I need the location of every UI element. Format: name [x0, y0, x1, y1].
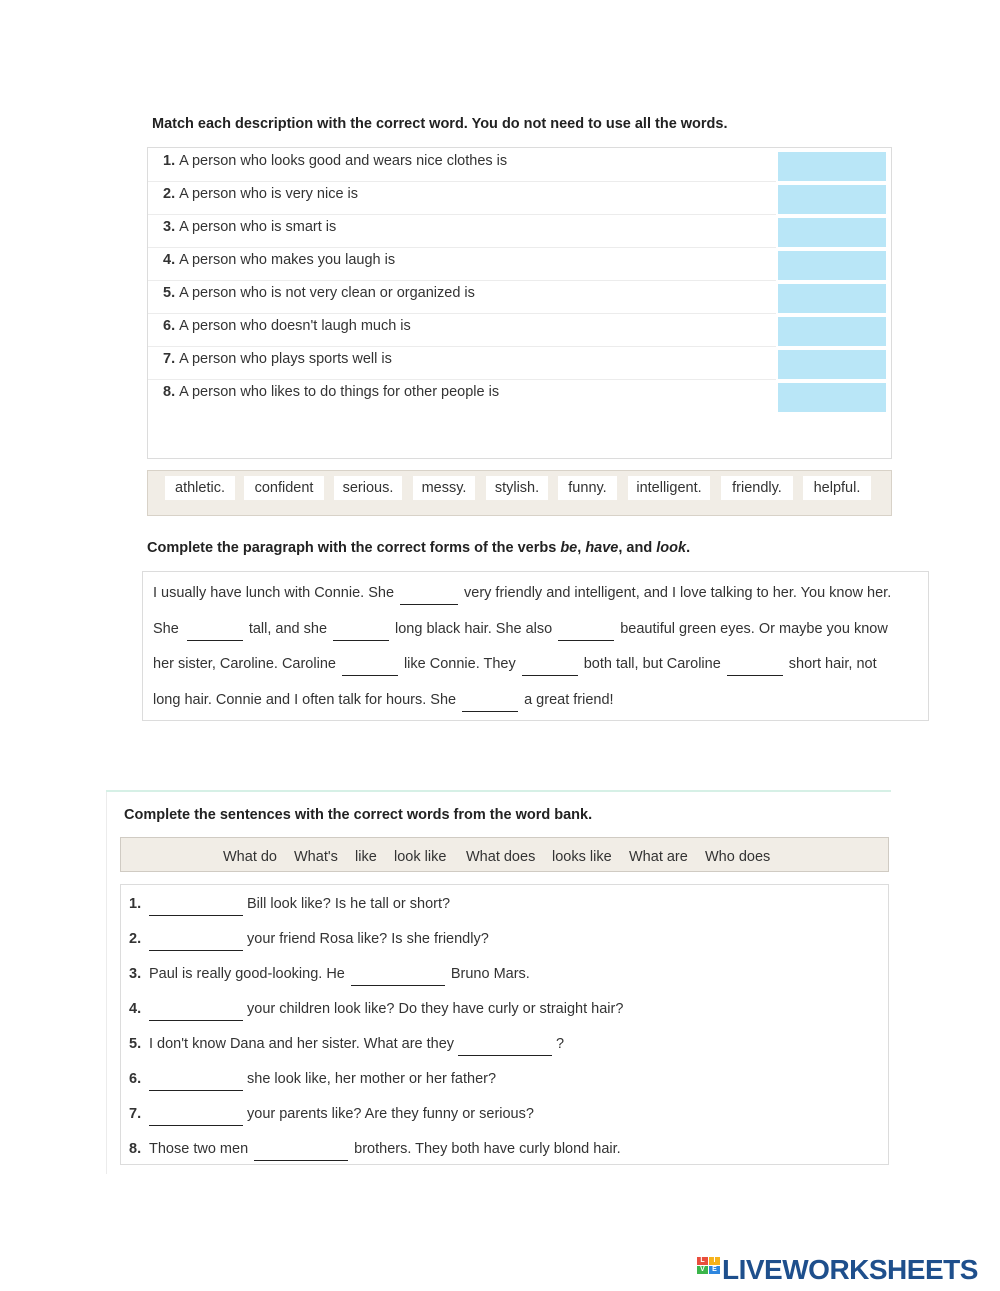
word-chip[interactable]: helpful.: [803, 476, 871, 500]
sentence-text: I don't know Dana and her sister. What are they: [149, 1036, 455, 1052]
answer-blank[interactable]: [149, 1070, 243, 1091]
item-number: 3.: [129, 966, 142, 982]
answer-blank[interactable]: [342, 655, 398, 676]
word-chip[interactable]: serious.: [334, 476, 402, 500]
answer-drop-box[interactable]: [778, 383, 886, 412]
item-number: 2.: [163, 186, 176, 202]
paragraph-text: a great friend!: [524, 692, 614, 708]
sentence-text: your parents like? Are they funny or serious?: [247, 1106, 534, 1122]
item-description: A person who likes to do things for other people is: [179, 384, 500, 400]
answer-blank[interactable]: [522, 655, 578, 676]
word-bank-item: What's: [294, 849, 338, 865]
sentence-row: [129, 1140, 621, 1161]
word-chip[interactable]: athletic.: [165, 476, 235, 500]
match-row: [148, 346, 776, 380]
section2-instruction: [147, 540, 690, 556]
answer-drop-box[interactable]: [778, 185, 886, 214]
sentence-text: she look like, her mother or her father?: [247, 1071, 497, 1087]
item-number: 2.: [129, 931, 142, 947]
item-description: A person who looks good and wears nice clothes is: [179, 153, 508, 169]
paragraph-text: long black hair. She also: [395, 621, 553, 637]
sentence-row: [129, 930, 489, 951]
answer-blank[interactable]: [187, 620, 243, 641]
item-number: 1.: [129, 896, 142, 912]
word-chip[interactable]: confident: [244, 476, 324, 500]
instruction-text: , and: [618, 540, 657, 556]
answer-blank[interactable]: [149, 930, 243, 951]
answer-blank[interactable]: [351, 965, 445, 986]
word-bank-item: What are: [629, 849, 688, 865]
paragraph-line: [153, 655, 877, 676]
instruction-text: .: [686, 540, 691, 556]
item-number: 5.: [163, 285, 176, 301]
sentence-row: [129, 1105, 534, 1126]
item-description: A person who plays sports well is: [179, 351, 392, 367]
liveworksheets-logo: [697, 1252, 997, 1288]
item-description: A person who doesn't laugh much is: [179, 318, 411, 334]
word-bank-item: like: [355, 849, 377, 865]
answer-blank[interactable]: [149, 895, 243, 916]
paragraph-text: both tall, but Caroline: [583, 656, 721, 672]
paragraph-text: I usually have lunch with Connie. She: [153, 585, 395, 601]
answer-blank[interactable]: [149, 1000, 243, 1021]
word-chip[interactable]: friendly.: [721, 476, 793, 500]
verb-be: be: [560, 540, 578, 556]
item-number: 8.: [129, 1141, 142, 1157]
item-number: 4.: [163, 252, 176, 268]
word-chip[interactable]: intelligent.: [628, 476, 710, 500]
sentence-row: [129, 1070, 496, 1091]
section-divider: [106, 790, 891, 792]
paragraph-text: short hair, not: [788, 656, 877, 672]
paragraph-line: [153, 691, 614, 712]
match-row: [148, 247, 776, 281]
matching-exercise: [147, 147, 892, 459]
word-bank-item: looks like: [552, 849, 612, 865]
item-description: A person who is very nice is: [179, 186, 359, 202]
sentence-text: Bill look like? Is he tall or short?: [247, 896, 451, 912]
paragraph-text: like Connie. They: [403, 656, 516, 672]
paragraph-text: tall, and she: [248, 621, 328, 637]
word-bank-item: look like: [394, 849, 447, 865]
word-bank: [120, 837, 889, 872]
sentence-row: [129, 1000, 623, 1021]
logo-letter: E: [709, 1266, 720, 1274]
match-row: [148, 148, 776, 182]
item-number: 6.: [129, 1071, 142, 1087]
match-row: [148, 214, 776, 248]
paragraph-line: [153, 620, 888, 641]
answer-drop-box[interactable]: [778, 350, 886, 379]
verb-look: look: [656, 540, 687, 556]
sentence-row: [129, 965, 530, 986]
sentence-row: [129, 1035, 564, 1056]
paragraph-text: very friendly and intelligent, and I love talking to her. You know her.: [464, 585, 892, 601]
item-number: 4.: [129, 1001, 142, 1017]
instruction-text: Complete the paragraph with the correct forms of the verbs: [147, 540, 561, 556]
logo-letter: L: [697, 1257, 708, 1265]
answer-drop-box[interactable]: [778, 317, 886, 346]
logo-icon: [697, 1257, 721, 1283]
item-number: 1.: [163, 153, 176, 169]
match-row: [148, 280, 776, 314]
word-chip[interactable]: stylish.: [486, 476, 548, 500]
section1-instruction: Match each description with the correct word. You do not need to use all the words.: [152, 116, 728, 132]
answer-drop-box[interactable]: [778, 152, 886, 181]
verb-have: have: [585, 540, 619, 556]
instruction-text: ,: [577, 540, 586, 556]
paragraph-text: beautiful green eyes. Or maybe you know: [620, 621, 888, 637]
item-number: 6.: [163, 318, 176, 334]
answer-blank[interactable]: [458, 1035, 552, 1056]
section-border: [106, 792, 107, 1174]
sentence-text: brothers. They both have curly blond hair.: [354, 1141, 621, 1157]
word-chip[interactable]: messy.: [413, 476, 475, 500]
answer-blank[interactable]: [333, 620, 389, 641]
answer-blank[interactable]: [462, 691, 518, 712]
word-bank: [147, 470, 892, 516]
paragraph-exercise: [142, 571, 929, 721]
sentence-text: ?: [556, 1036, 565, 1052]
sentence-text: your children look like? Do they have curly or straight hair?: [247, 1001, 624, 1017]
logo-text: LIVEWORKSHEETS: [722, 1254, 978, 1285]
sentence-text: Those two men: [149, 1141, 249, 1157]
sentence-text: Paul is really good-looking. He: [149, 966, 345, 982]
match-row: [148, 181, 776, 215]
answer-drop-box[interactable]: [778, 251, 886, 280]
answer-drop-box[interactable]: [778, 218, 886, 247]
item-number: 5.: [129, 1036, 142, 1052]
paragraph-line: [153, 584, 891, 605]
answer-blank[interactable]: [727, 655, 783, 676]
answer-blank[interactable]: [149, 1105, 243, 1126]
item-description: A person who makes you laugh is: [179, 252, 396, 268]
match-row: [148, 313, 776, 347]
paragraph-text: her sister, Caroline. Caroline: [153, 656, 336, 672]
sentence-text: Bruno Mars.: [450, 966, 530, 982]
item-number: 7.: [163, 351, 176, 367]
answer-blank[interactable]: [400, 584, 458, 605]
logo-letter: I: [709, 1257, 720, 1265]
word-bank-item: Who does: [705, 849, 771, 865]
paragraph-text: long hair. Connie and I often talk for hours. She: [153, 692, 457, 708]
sentence-exercise: [120, 884, 889, 1165]
item-number: 3.: [163, 219, 176, 235]
answer-drop-box[interactable]: [778, 284, 886, 313]
answer-blank[interactable]: [254, 1140, 348, 1161]
item-description: A person who is not very clean or organized is: [179, 285, 475, 301]
paragraph-text: She: [153, 621, 179, 637]
item-description: A person who is smart is: [179, 219, 337, 235]
item-number: 7.: [129, 1106, 142, 1122]
item-number: 8.: [163, 384, 176, 400]
match-row: [148, 379, 776, 412]
word-bank-item: What does: [466, 849, 536, 865]
sentence-text: your friend Rosa like? Is she friendly?: [247, 931, 489, 947]
sentence-row: [129, 895, 450, 916]
logo-letter: V: [697, 1266, 708, 1274]
answer-blank[interactable]: [558, 620, 614, 641]
word-chip[interactable]: funny.: [558, 476, 617, 500]
word-bank-item: What do: [223, 849, 277, 865]
section3-instruction: Complete the sentences with the correct words from the word bank.: [124, 807, 593, 823]
